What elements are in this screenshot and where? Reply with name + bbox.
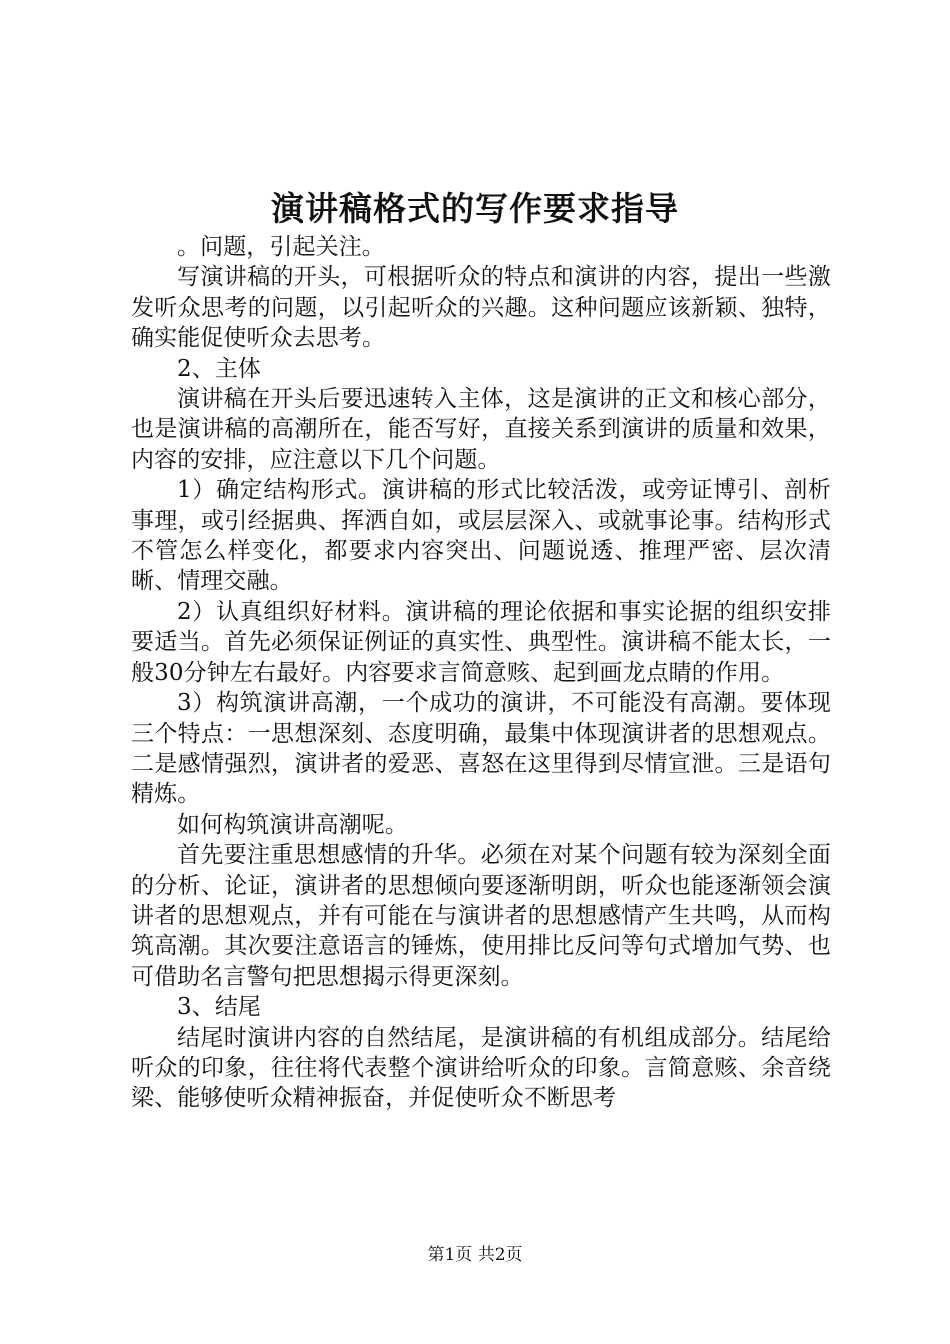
document-title: 演讲稿格式的写作要求指导 [271, 189, 679, 228]
page-footer: 第1页 共2页 [427, 1245, 523, 1265]
paragraph-2: 写演讲稿的开头，可根据听众的特点和演讲的内容，提出一些激发听众思考的问题，以引起听众的兴趣。这种问题应该新颖、独特，确实能促使听众去思考。 [131, 264, 831, 352]
paragraph-4: 演讲稿在开头后要迅速转入主体，这是演讲的正文和核心部分，也是演讲稿的高潮所在，能否写好，直接关系到演讲的质量和效果，内容的安排，应注意以下几个问题。 [131, 386, 831, 473]
section-heading-main: 2、主体 [177, 355, 262, 382]
paragraph-8: 如何构筑演讲高潮呢。 [177, 811, 408, 838]
section-heading-ending: 3、结尾 [177, 994, 262, 1021]
paragraph-1: 。问题，引起关注。 [177, 234, 385, 260]
paragraph-9: 首先要注重思想感情的升华。必须在对某个问题有较为深刻全面的分析、论证，演讲者的思想倾向要逐渐明朗，听众也能逐渐领会演讲者的思想观点，并有可能在与演讲者的思想感情产生共鸣，从而构筑高潮。其次要注意语言的锤炼，使用排比反问等句式增加气势、也可借助名言警句把思想揭示得更深刻。 [131, 842, 831, 990]
document-body [131, 232, 831, 1114]
paragraph-5: 1）确定结构形式。演讲稿的形式比较活泼，或旁证博引、剖析事理，或引经据典、挥洒自如，或层层深入、或就事论事。结构形式不管怎么样变化，都要求内容突出、问题说透、推理严密、层次清晰、情理交融。 [131, 477, 831, 595]
paragraph-11: 结尾时演讲内容的自然结尾，是演讲稿的有机组成部分。结尾给听众的印象，往往将代表整个演讲给听众的印象。言简意赅、余音绕梁、能够使听众精神振奋，并促使听众不断思考 [131, 1024, 831, 1112]
paragraph-7: 3）构筑演讲高潮，一个成功的演讲，不可能没有高潮。要体现三个特点：一思想深刻、态度明确，最集中体现演讲者的思想观点。二是感情强烈，演讲者的爱恶、喜怒在这里得到尽情宣泄。三是语句精炼。 [131, 690, 831, 808]
paragraph-6: 2）认真组织好材料。演讲稿的理论依据和事实论据的组织安排要适当。首先必须保证例证的真实性、典型性。演讲稿不能太长，一般30分钟左右最好。内容要求言简意赅、起到画龙点睛的作用。 [131, 598, 831, 686]
